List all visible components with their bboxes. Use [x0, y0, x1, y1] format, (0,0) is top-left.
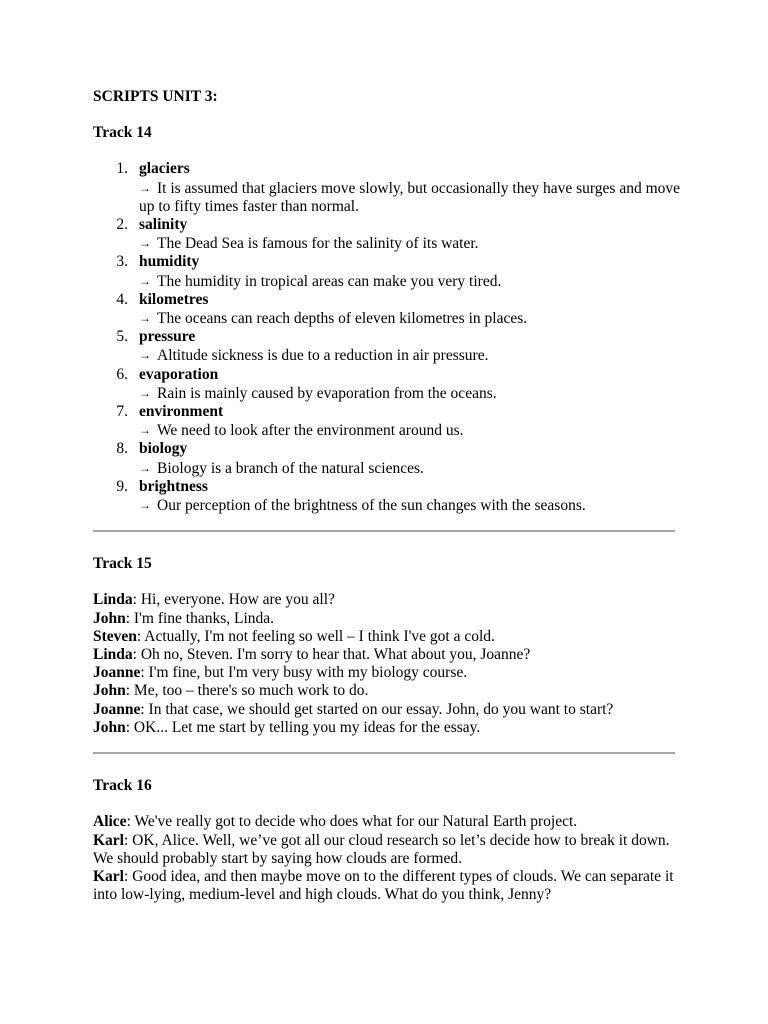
- example-sentence: Our perception of the brightness of the sun changes with the seasons.: [157, 497, 586, 515]
- example-sentence: Rain is mainly caused by evaporation from the oceans.: [157, 384, 497, 402]
- dialogue-line: [93, 868, 683, 904]
- dialogue-line: [93, 628, 683, 646]
- track-16-dialogue: [93, 813, 683, 904]
- dialogue-text: : We've really got to decide who does what for our Natural Earth project.: [126, 813, 578, 831]
- vocab-number: 2.: [116, 216, 128, 234]
- speaker-name: Linda: [93, 591, 133, 609]
- vocab-item: [93, 440, 683, 477]
- example-sentence: Biology is a branch of the natural sciences.: [157, 459, 424, 477]
- example-sentence: The humidity in tropical areas can make you very tired.: [157, 272, 502, 290]
- vocab-word: kilometres: [139, 290, 209, 308]
- dialogue-line: [93, 591, 683, 609]
- vocab-item: [93, 478, 683, 515]
- vocab-word: biology: [139, 440, 188, 458]
- vocab-word: glaciers: [139, 160, 190, 178]
- vocab-word: evaporation: [139, 365, 219, 383]
- arrow-right-icon: →: [139, 460, 151, 475]
- dialogue-line: [93, 682, 683, 700]
- vocab-item: [93, 253, 683, 290]
- dialogue-line: [93, 850, 683, 868]
- example-sentence: The oceans can reach depths of eleven kilometres in places.: [157, 310, 528, 328]
- speaker-name: Alice: [93, 813, 127, 831]
- arrow-right-icon: →: [139, 348, 151, 363]
- track-15-heading: Track 15: [93, 555, 152, 573]
- dialogue-line: [93, 719, 683, 737]
- arrow-right-icon: →: [139, 273, 151, 288]
- speaker-name: Karl: [93, 867, 124, 885]
- arrow-right-icon: →: [139, 236, 151, 251]
- dialogue-line: [93, 664, 683, 682]
- vocab-word: salinity: [139, 216, 188, 234]
- arrow-right-icon: →: [139, 498, 151, 513]
- vocab-word: humidity: [139, 253, 200, 271]
- arrow-right-icon: →: [139, 385, 151, 400]
- vocab-word: environment: [139, 403, 224, 421]
- speaker-name: John: [93, 609, 126, 627]
- dialogue-line: [93, 610, 683, 628]
- dialogue-text: We should probably start by saying how clouds are formed.: [93, 849, 462, 867]
- vocab-number: 7.: [116, 403, 128, 421]
- vocab-item: [93, 328, 683, 365]
- speaker-name: Steven: [93, 627, 137, 645]
- vocab-number: 4.: [116, 290, 128, 308]
- dialogue-line: [93, 813, 683, 831]
- vocab-item: [93, 160, 683, 216]
- speaker-name: Joanne: [93, 664, 141, 682]
- dialogue-text: : In that case, we should get started on our essay. John, do you want to start?: [140, 700, 614, 718]
- speaker-name: Linda: [93, 646, 133, 664]
- arrow-right-icon: →: [139, 311, 151, 326]
- track-15-dialogue: [93, 591, 683, 737]
- vocab-number: 8.: [116, 440, 128, 458]
- vocab-word: brightness: [139, 477, 208, 495]
- dialogue-text: : Good idea, and then maybe move on to the different types of clouds. We can separate it into low-lying, medium-level and high clouds. What do you think, Jenny?: [93, 867, 674, 904]
- dialogue-text: : I'm fine, but I'm very busy with my biology course.: [140, 664, 468, 682]
- speaker-name: Karl: [93, 831, 124, 849]
- dialogue-text: : OK... Let me start by telling you my ideas for the essay.: [125, 718, 481, 736]
- vocab-word: pressure: [139, 328, 196, 346]
- example-sentence: The Dead Sea is famous for the salinity of its water.: [157, 235, 479, 253]
- vocab-number: 3.: [116, 253, 128, 271]
- speaker-name: Joanne: [93, 700, 141, 718]
- vocab-number: 1.: [116, 160, 128, 178]
- vocab-item: [93, 366, 683, 403]
- arrow-right-icon: →: [139, 423, 151, 438]
- document-title: SCRIPTS UNIT 3:: [93, 88, 218, 105]
- vocab-item: [93, 216, 683, 253]
- page-content: [93, 88, 683, 904]
- track-14-heading: Track 14: [93, 124, 152, 142]
- vocab-item: [93, 403, 683, 440]
- dialogue-text: : I'm fine thanks, Linda.: [125, 609, 275, 627]
- vocab-number: 6.: [116, 365, 128, 383]
- arrow-right-icon: →: [139, 180, 151, 195]
- example-sentence: Altitude sickness is due to a reduction in air pressure.: [157, 347, 489, 365]
- vocab-number: 9.: [116, 477, 128, 495]
- dialogue-line: [93, 832, 683, 850]
- dialogue-text: : Me, too – there's so much work to do.: [125, 682, 369, 700]
- example-sentence: We need to look after the environment around us.: [157, 422, 464, 440]
- track-16-heading: Track 16: [93, 777, 152, 795]
- dialogue-line: [93, 701, 683, 719]
- vocab-item: [93, 291, 683, 328]
- speaker-name: John: [93, 682, 126, 700]
- vocabulary-list: [93, 160, 683, 515]
- example-sentence: It is assumed that glaciers move slowly, but occasionally they have surges and move up to fifty times faster than normal.: [139, 179, 681, 215]
- dialogue-text: : Hi, everyone. How are you all?: [132, 591, 335, 609]
- dialogue-text: : Actually, I'm not feeling so well – I think I've got a cold.: [136, 627, 495, 645]
- vocab-number: 5.: [116, 328, 128, 346]
- dialogue-text: : OK, Alice. Well, we’ve got all our cloud research so let’s decide how to break it down.: [124, 831, 670, 849]
- dialogue-line: [93, 646, 683, 664]
- dialogue-text: : Oh no, Steven. I'm sorry to hear that. What about you, Joanne?: [132, 646, 531, 664]
- speaker-name: John: [93, 718, 126, 736]
